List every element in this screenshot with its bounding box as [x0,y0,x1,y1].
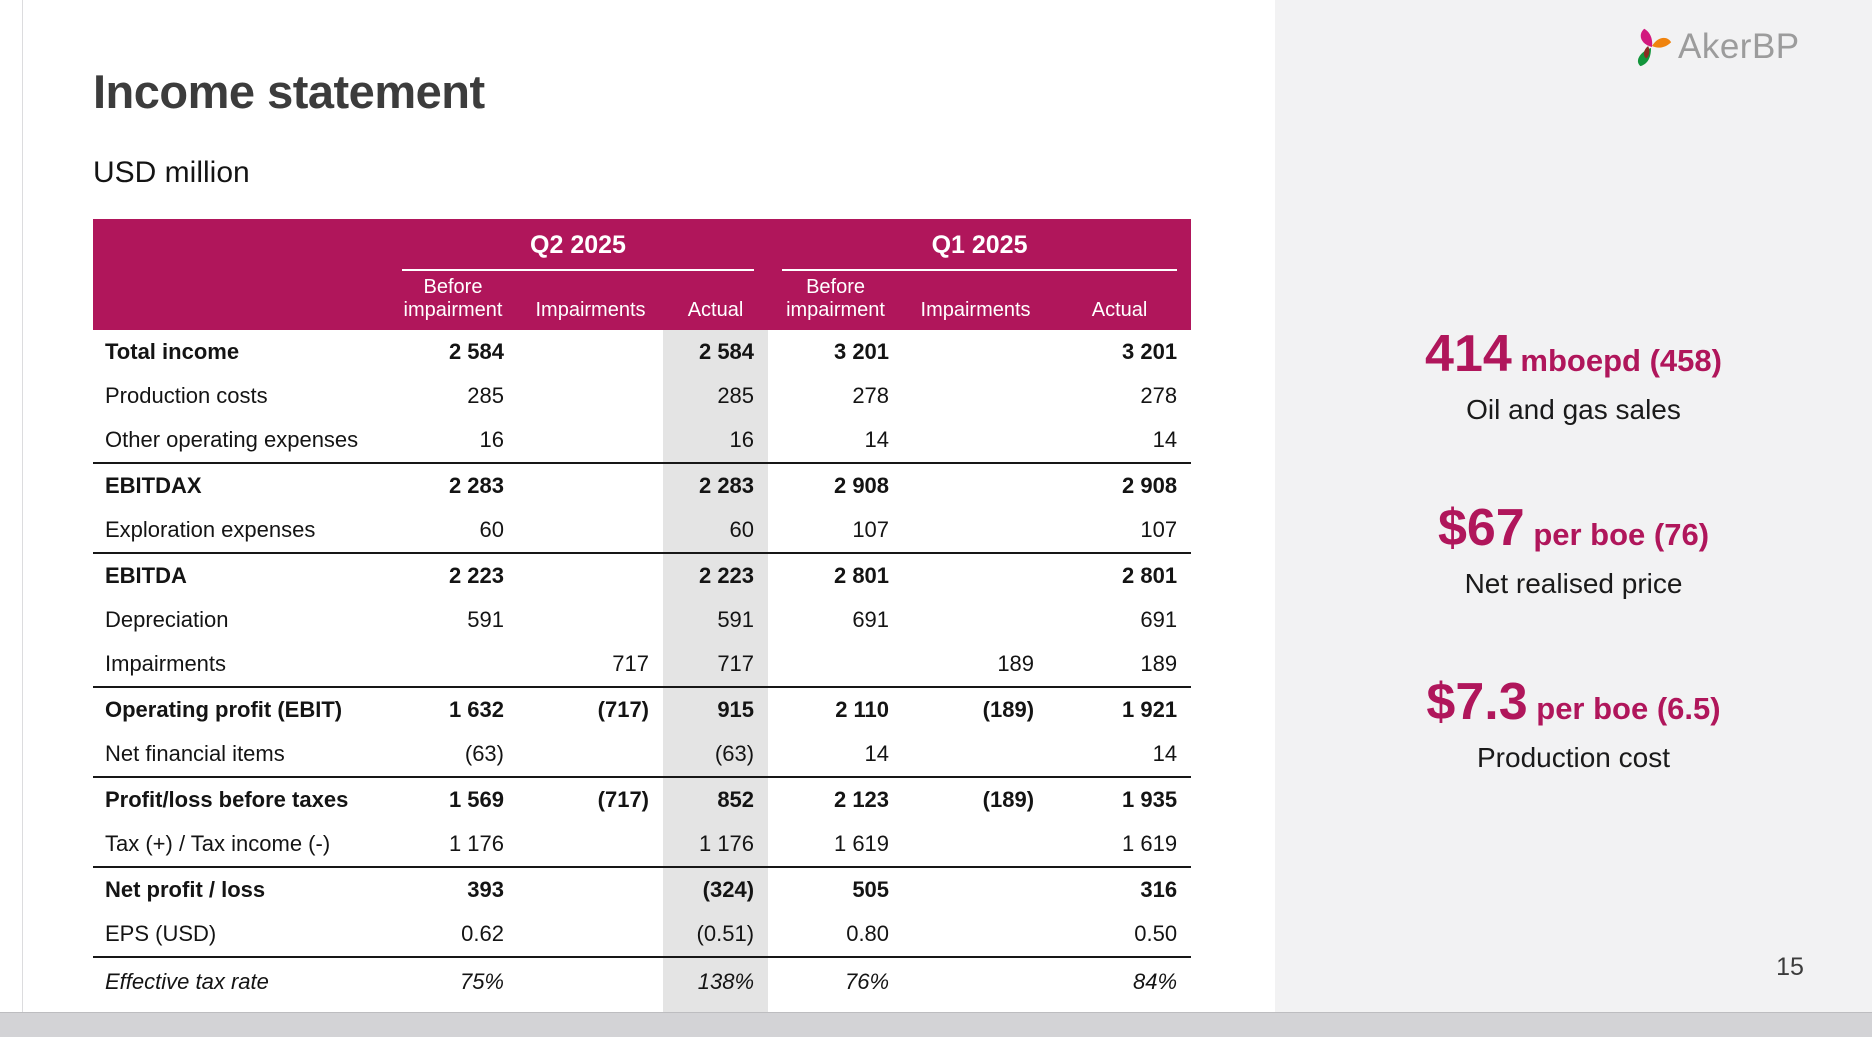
row-label: Production costs [105,383,268,408]
value-cell: 2 283 [448,473,504,498]
table-row [93,912,1191,957]
value-cell: 2 123 [833,787,890,812]
value-cell [903,374,1048,418]
table-row [93,687,1191,732]
value-cell [388,642,518,687]
row-label: Impairments [93,642,388,687]
value-cell: 0.50 [1048,912,1191,957]
value-cell: 16 [663,418,768,463]
value-cell: 717 [663,642,768,687]
row-label: EPS (USD) [93,912,388,957]
metric-unit: mboepd (458) [1511,343,1722,378]
value-cell: 189 [903,642,1048,687]
value-cell: 14 [1048,418,1191,463]
subheader-row [93,271,1191,330]
row-label: Net profit / loss [105,877,266,902]
value-cell: 76% [844,969,890,994]
value-cell: 14 [768,732,903,777]
row-label: Exploration expenses [93,508,388,553]
value-cell: 60 [663,508,768,553]
metric-value [1425,325,1722,383]
page-number: 15 [1776,953,1804,981]
value-cell [518,553,663,598]
value-cell: 60 [388,508,518,553]
page-subtitle: USD million [93,156,250,189]
value-cell: 591 [663,598,768,642]
akerbp-pinwheel-icon [1628,24,1674,70]
value-cell [518,598,663,642]
value-cell: 189 [1048,642,1191,687]
value-cell [518,418,663,463]
metric-value [1426,673,1721,731]
table-row [93,418,1191,463]
value-cell: 1 921 [1122,697,1178,722]
metric-label: Oil and gas sales [1466,394,1681,425]
row-label: Effective tax rate [105,969,269,994]
table-row [93,508,1191,553]
value-cell: 2 584 [448,339,504,364]
value-cell [518,374,663,418]
value-cell [768,642,903,687]
value-cell: 316 [1140,877,1178,902]
metric-block [1437,499,1710,600]
value-cell [518,463,663,508]
row-label: Profit/loss before taxes [105,787,349,812]
value-cell [518,822,663,867]
value-cell: 2 801 [1122,563,1178,588]
subheader-impairments-q1: Impairments [903,271,1048,330]
value-cell: 717 [518,642,663,687]
akerbp-logo [1628,24,1800,70]
value-cell: 0.62 [388,912,518,957]
value-cell: (189) [982,787,1035,812]
metric-unit: per boe (76) [1524,517,1710,552]
value-cell [903,330,1048,374]
value-cell: (0.51) [663,912,768,957]
metric-number: $7.3 [1426,673,1528,731]
value-cell: 14 [1048,732,1191,777]
value-cell: 138% [663,957,768,1027]
value-cell: 2 908 [833,473,890,498]
metric-label: Net realised price [1464,568,1683,599]
table-header [93,219,1191,330]
metric-number: 414 [1425,325,1512,383]
value-cell: 2 801 [833,563,890,588]
corner-cell [93,219,388,271]
row-label: Depreciation [105,607,229,632]
value-cell: (189) [982,697,1035,722]
value-cell [903,508,1048,553]
value-cell: 107 [768,508,903,553]
table-row [93,374,1191,418]
value-cell: 285 [663,374,768,418]
value-cell: (63) [663,732,768,777]
row-label: Tax (+) / Tax income (-) [93,822,388,867]
value-cell: 2 584 [663,330,768,374]
akerbp-logo-text: AkerBP [1678,27,1800,66]
metrics-list [1275,325,1872,774]
value-cell: 1 632 [448,697,504,722]
value-cell: (324) [663,867,768,912]
value-cell: 14 [768,418,903,463]
value-cell [518,732,663,777]
value-cell: 16 [388,418,518,463]
value-cell: 278 [852,383,890,408]
quarter-header-q2 [388,219,768,271]
value-cell: (717) [597,787,649,812]
row-label: EBITDAX [105,473,202,498]
table-row [93,642,1191,687]
subheader-impairments-q2: Impairments [518,271,663,330]
value-cell: 2 283 [663,463,768,508]
subheader-actual-q2: Actual [663,271,768,330]
table-row [93,777,1191,822]
income-statement-body [93,330,1191,1027]
value-cell [903,463,1048,508]
table-row [93,463,1191,508]
value-cell [518,508,663,553]
value-cell [518,330,663,374]
row-label: Net financial items [93,732,388,777]
value-cell: 505 [852,877,890,902]
row-label: Other operating expenses [93,418,388,463]
table-row [93,822,1191,867]
corner-cell [93,271,388,330]
value-cell: 1 176 [663,822,768,867]
quarter-header-q1 [768,219,1191,271]
value-cell: 2 223 [448,563,504,588]
value-cell: 852 [663,777,768,822]
subheader-before-impairment-q1: Before impairment [768,271,903,330]
value-cell [518,912,663,957]
value-cell: 1 569 [448,787,504,812]
value-cell: 591 [467,607,504,632]
value-cell: 393 [467,877,504,902]
row-label: Total income [105,339,240,364]
value-cell: (63) [388,732,518,777]
table-row [93,867,1191,912]
metric-block [1426,673,1721,774]
subheader-actual-q1: Actual [1048,271,1191,330]
value-cell [903,553,1048,598]
value-cell: 1 935 [1122,787,1178,812]
value-cell: 1 619 [768,822,903,867]
value-cell [903,732,1048,777]
quarter-header-row [93,219,1191,271]
page-title: Income statement [93,65,485,118]
value-cell: 3 201 [1122,339,1178,364]
value-cell: 285 [467,383,504,408]
table-row [93,732,1191,777]
value-cell: 1 619 [1048,822,1191,867]
value-cell: 2 110 [835,697,890,722]
table-row [93,553,1191,598]
value-cell: 2 908 [1122,473,1178,498]
value-cell [903,418,1048,463]
income-statement-table [93,219,1191,1027]
row-label: Operating profit (EBIT) [105,697,343,722]
value-cell: 691 [1140,607,1178,632]
value-cell [903,822,1048,867]
value-cell [903,912,1048,957]
table-row [93,598,1191,642]
quarter-label: Q1 2025 [782,225,1177,271]
subheader-before-impairment-q2: Before impairment [388,271,518,330]
value-cell: 915 [663,687,768,732]
value-cell: 691 [852,607,890,632]
metric-value [1437,499,1710,557]
value-cell [518,867,663,912]
metric-number: $67 [1437,499,1525,557]
value-cell: 3 201 [833,339,890,364]
value-cell [903,598,1048,642]
slide-bottom-edge [0,1012,1872,1037]
table-row [93,330,1191,374]
value-cell: (717) [597,697,649,722]
value-cell: 75% [459,969,504,994]
metric-unit: per boe (6.5) [1527,691,1721,726]
value-cell: 1 176 [388,822,518,867]
value-cell: 278 [1140,383,1178,408]
value-cell: 84% [1133,969,1178,994]
row-label: EBITDA [105,563,187,588]
page-edge-divider [22,0,23,1012]
metric-block [1425,325,1722,426]
quarter-label: Q2 2025 [402,225,754,271]
value-cell [903,867,1048,912]
value-cell: 0.80 [768,912,903,957]
metric-label: Production cost [1477,742,1670,773]
value-cell: 2 223 [663,553,768,598]
value-cell: 107 [1048,508,1191,553]
